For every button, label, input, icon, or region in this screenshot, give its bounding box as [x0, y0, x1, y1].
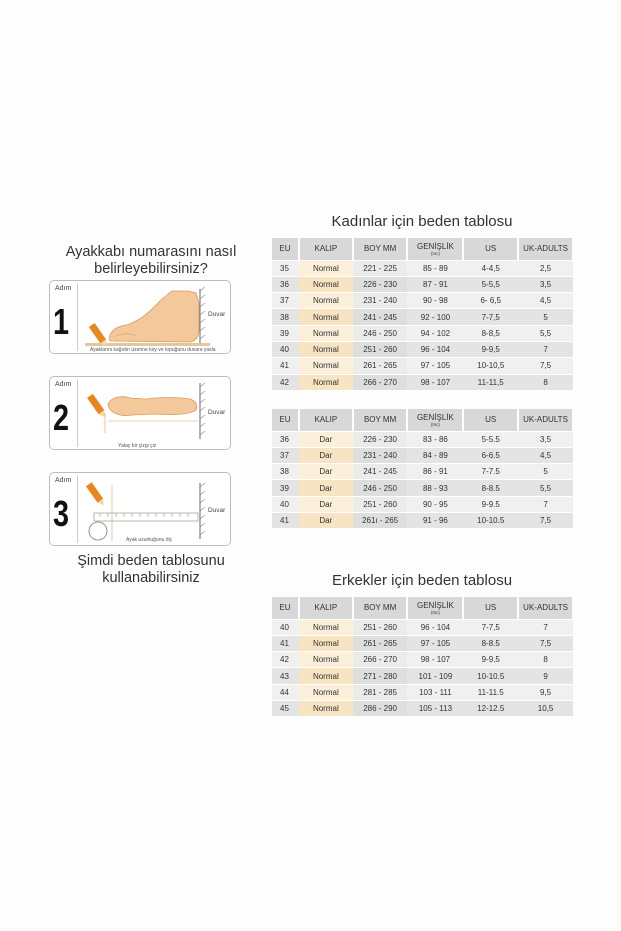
- cell-us: 8-8.5: [463, 635, 518, 651]
- cell-uk: 3,5: [518, 431, 573, 447]
- header-genislik: GENİŞLİK (Inc): [407, 409, 463, 431]
- cell-uk: 2,5: [518, 260, 573, 276]
- cell-boy: 271 - 280: [353, 668, 408, 684]
- table-row: [272, 293, 573, 309]
- cell-genislik: 85 - 89: [407, 260, 463, 276]
- step-card-1: [49, 280, 231, 354]
- cell-uk: 7: [518, 619, 573, 635]
- step-card-2: [49, 376, 231, 450]
- step-divider: [77, 283, 78, 351]
- cell-boy: 226 - 230: [353, 431, 408, 447]
- table-row: [272, 358, 573, 374]
- guide-title: Ayakkabı numarasını nasıl belirleyebilirsiniz?: [65, 244, 237, 277]
- table-row: [272, 431, 573, 447]
- cell-us: 5-5.5: [463, 431, 518, 447]
- cell-uk: 5,5: [518, 325, 573, 341]
- cell-uk: 9: [518, 668, 573, 684]
- cell-kalip: Normal: [299, 260, 353, 276]
- table-row: [272, 447, 573, 463]
- header-us: US: [463, 597, 518, 619]
- cell-us: 10-10.5: [463, 512, 518, 528]
- cell-kalip: Normal: [299, 309, 353, 325]
- cell-us: 8-8,5: [463, 325, 518, 341]
- cell-uk: 4,5: [518, 447, 573, 463]
- cell-us: 9-9.5: [463, 496, 518, 512]
- cell-kalip: Normal: [299, 276, 353, 292]
- cell-us: 6-6.5: [463, 447, 518, 463]
- cell-genislik: 91 - 96: [407, 512, 463, 528]
- cell-boy: 261 - 265: [353, 358, 408, 374]
- cell-kalip: Normal: [299, 358, 353, 374]
- wall-label: Duvar: [208, 507, 226, 514]
- cell-us: 9-9.5: [463, 652, 518, 668]
- cell-genislik: 86 - 91: [407, 464, 463, 480]
- cell-kalip: Normal: [299, 635, 353, 651]
- table-row: [272, 341, 573, 357]
- table-row: [272, 464, 573, 480]
- step-divider: [77, 379, 78, 447]
- cell-genislik: 97 - 105: [407, 358, 463, 374]
- header-boy: BOY MM: [353, 597, 408, 619]
- step-number: 2: [53, 397, 70, 438]
- cell-uk: 8: [518, 374, 573, 390]
- cell-eu: 40: [272, 341, 299, 357]
- cell-genislik: 97 - 105: [407, 635, 463, 651]
- cell-kalip: Normal: [299, 652, 353, 668]
- header-uk: UK-ADULTS: [518, 409, 573, 431]
- step-caption: Ayaklarını kağıdın üzerine koy ve topuğunu duvara yasla: [90, 347, 216, 353]
- step-card-3: [49, 472, 231, 546]
- table-header-row: [272, 238, 573, 260]
- cell-eu: 37: [272, 447, 299, 463]
- cell-uk: 4,5: [518, 293, 573, 309]
- cell-genislik: 83 - 86: [407, 431, 463, 447]
- cell-kalip: Normal: [299, 619, 353, 635]
- step-caption: Ayak uzunluğunu ölç: [126, 537, 173, 543]
- cell-us: 7-7,5: [463, 619, 518, 635]
- cell-eu: 38: [272, 309, 299, 325]
- header-kalip: KALIP: [299, 238, 353, 260]
- table-row: [272, 619, 573, 635]
- header-eu: EU: [272, 238, 299, 260]
- cell-kalip: Normal: [299, 341, 353, 357]
- cell-boy: 281 - 285: [353, 684, 408, 700]
- cell-uk: 8: [518, 652, 573, 668]
- cell-boy: 266 - 270: [353, 374, 408, 390]
- cell-us: 7-7.5: [463, 464, 518, 480]
- cell-eu: 36: [272, 276, 299, 292]
- step-label: Adım: [55, 285, 72, 292]
- table-row: [272, 260, 573, 276]
- cell-uk: 9,5: [518, 684, 573, 700]
- header-boy: BOY MM: [353, 238, 408, 260]
- cell-boy: 266 - 270: [353, 652, 408, 668]
- header-us: US: [463, 238, 518, 260]
- table-row: [272, 684, 573, 700]
- cell-genislik: 103 - 111: [407, 684, 463, 700]
- cell-eu: 41: [272, 358, 299, 374]
- cell-eu: 42: [272, 652, 299, 668]
- cell-kalip: Normal: [299, 684, 353, 700]
- header-genislik: GENİŞLİK (Inc): [407, 597, 463, 619]
- cell-eu: 42: [272, 374, 299, 390]
- header-uk: UK-ADULTS: [518, 238, 573, 260]
- cell-boy: 241 - 245: [353, 464, 408, 480]
- cell-boy: 246 - 250: [353, 480, 408, 496]
- cell-kalip: Dar: [299, 447, 353, 463]
- table-header-row: [272, 409, 573, 431]
- cell-boy: 261 - 265: [353, 635, 408, 651]
- cell-genislik: 98 - 107: [407, 374, 463, 390]
- header-kalip: KALIP: [299, 597, 353, 619]
- cell-boy: 231 - 240: [353, 293, 408, 309]
- header-us: US: [463, 409, 518, 431]
- cell-us: 5-5,5: [463, 276, 518, 292]
- cell-eu: 41: [272, 512, 299, 528]
- cell-boy: 221 - 225: [353, 260, 408, 276]
- cell-genislik: 84 - 89: [407, 447, 463, 463]
- cell-kalip: Normal: [299, 325, 353, 341]
- cell-boy: 241 - 245: [353, 309, 408, 325]
- cell-genislik: 87 - 91: [407, 276, 463, 292]
- women-narrow-size-table: [272, 409, 574, 529]
- step-number: 1: [53, 301, 70, 342]
- women-table-title: Kadınlar için beden tablosu: [331, 213, 513, 230]
- header-genislik: GENİŞLİK (Inc): [407, 238, 463, 260]
- cell-boy: 251 - 260: [353, 619, 408, 635]
- cell-kalip: Normal: [299, 700, 353, 716]
- table-row: [272, 652, 573, 668]
- cell-boy: 251 - 260: [353, 341, 408, 357]
- table-row: [272, 325, 573, 341]
- cell-us: 9-9,5: [463, 341, 518, 357]
- cell-eu: 39: [272, 325, 299, 341]
- cell-boy: 246 - 250: [353, 325, 408, 341]
- step-number: 3: [53, 493, 70, 534]
- cell-eu: 45: [272, 700, 299, 716]
- cell-kalip: Dar: [299, 512, 353, 528]
- step-label: Adım: [55, 381, 72, 388]
- table-row: [272, 374, 573, 390]
- cell-kalip: Normal: [299, 374, 353, 390]
- table-row: [272, 480, 573, 496]
- cell-boy: 286 - 290: [353, 700, 408, 716]
- cell-genislik: 90 - 98: [407, 293, 463, 309]
- women-normal-size-table: [272, 238, 574, 391]
- header-eu: EU: [272, 409, 299, 431]
- cell-eu: 38: [272, 464, 299, 480]
- cell-us: 8-8.5: [463, 480, 518, 496]
- cell-genislik: 94 - 102: [407, 325, 463, 341]
- cell-kalip: Dar: [299, 431, 353, 447]
- table-row: [272, 309, 573, 325]
- cell-genislik: 96 - 104: [407, 619, 463, 635]
- cell-eu: 41: [272, 635, 299, 651]
- men-size-table: [272, 597, 574, 717]
- cell-eu: 37: [272, 293, 299, 309]
- table-row: [272, 512, 573, 528]
- cell-eu: 39: [272, 480, 299, 496]
- cell-eu: 44: [272, 684, 299, 700]
- cell-eu: 40: [272, 619, 299, 635]
- step-divider: [77, 475, 78, 543]
- cell-uk: 10,5: [518, 700, 573, 716]
- cell-uk: 7,5: [518, 512, 573, 528]
- cell-uk: 7,5: [518, 635, 573, 651]
- cell-uk: 7,5: [518, 358, 573, 374]
- cell-boy: 226 - 230: [353, 276, 408, 292]
- cell-genislik: 101 - 109: [407, 668, 463, 684]
- cell-us: 6- 6,5: [463, 293, 518, 309]
- table-row: [272, 635, 573, 651]
- cell-genislik: 90 - 95: [407, 496, 463, 512]
- header-boy: BOY MM: [353, 409, 408, 431]
- cell-us: 4-4,5: [463, 260, 518, 276]
- cell-genislik: 88 - 93: [407, 480, 463, 496]
- men-table-title: Erkekler için beden tablosu: [331, 572, 513, 589]
- cell-boy: 231 - 240: [353, 447, 408, 463]
- table-row: [272, 668, 573, 684]
- cell-genislik: 98 - 107: [407, 652, 463, 668]
- cell-uk: 5,5: [518, 480, 573, 496]
- cell-eu: 40: [272, 496, 299, 512]
- guide-bottom-text: Şimdi beden tablosunu kullanabilirsiniz: [77, 553, 225, 586]
- cell-us: 10-10.5: [463, 668, 518, 684]
- table-row: [272, 700, 573, 716]
- cell-kalip: Dar: [299, 464, 353, 480]
- cell-genislik: 96 - 104: [407, 341, 463, 357]
- cell-eu: 35: [272, 260, 299, 276]
- cell-uk: 5: [518, 309, 573, 325]
- cell-kalip: Normal: [299, 293, 353, 309]
- cell-eu: 43: [272, 668, 299, 684]
- cell-uk: 7: [518, 341, 573, 357]
- cell-us: 11-11,5: [463, 374, 518, 390]
- step-caption: Yatay bir çizgi çiz: [118, 443, 157, 449]
- cell-boy: 251 - 260: [353, 496, 408, 512]
- cell-kalip: Normal: [299, 668, 353, 684]
- cell-kalip: Dar: [299, 480, 353, 496]
- header-eu: EU: [272, 597, 299, 619]
- cell-boy: 261ı - 265: [353, 512, 408, 528]
- cell-us: 12-12.5: [463, 700, 518, 716]
- cell-uk: 5: [518, 464, 573, 480]
- header-kalip: KALIP: [299, 409, 353, 431]
- table-row: [272, 276, 573, 292]
- header-uk: UK-ADULTS: [518, 597, 573, 619]
- wall-label: Duvar: [208, 409, 226, 416]
- cell-genislik: 92 - 100: [407, 309, 463, 325]
- cell-eu: 36: [272, 431, 299, 447]
- wall-label: Duvar: [208, 311, 226, 318]
- cell-uk: 7: [518, 496, 573, 512]
- step-label: Adım: [55, 477, 72, 484]
- table-row: [272, 496, 573, 512]
- cell-us: 11-11.5: [463, 684, 518, 700]
- cell-genislik: 105 - 113: [407, 700, 463, 716]
- table-header-row: [272, 597, 573, 619]
- cell-kalip: Dar: [299, 496, 353, 512]
- cell-us: 10-10,5: [463, 358, 518, 374]
- cell-us: 7-7,5: [463, 309, 518, 325]
- cell-uk: 3,5: [518, 276, 573, 292]
